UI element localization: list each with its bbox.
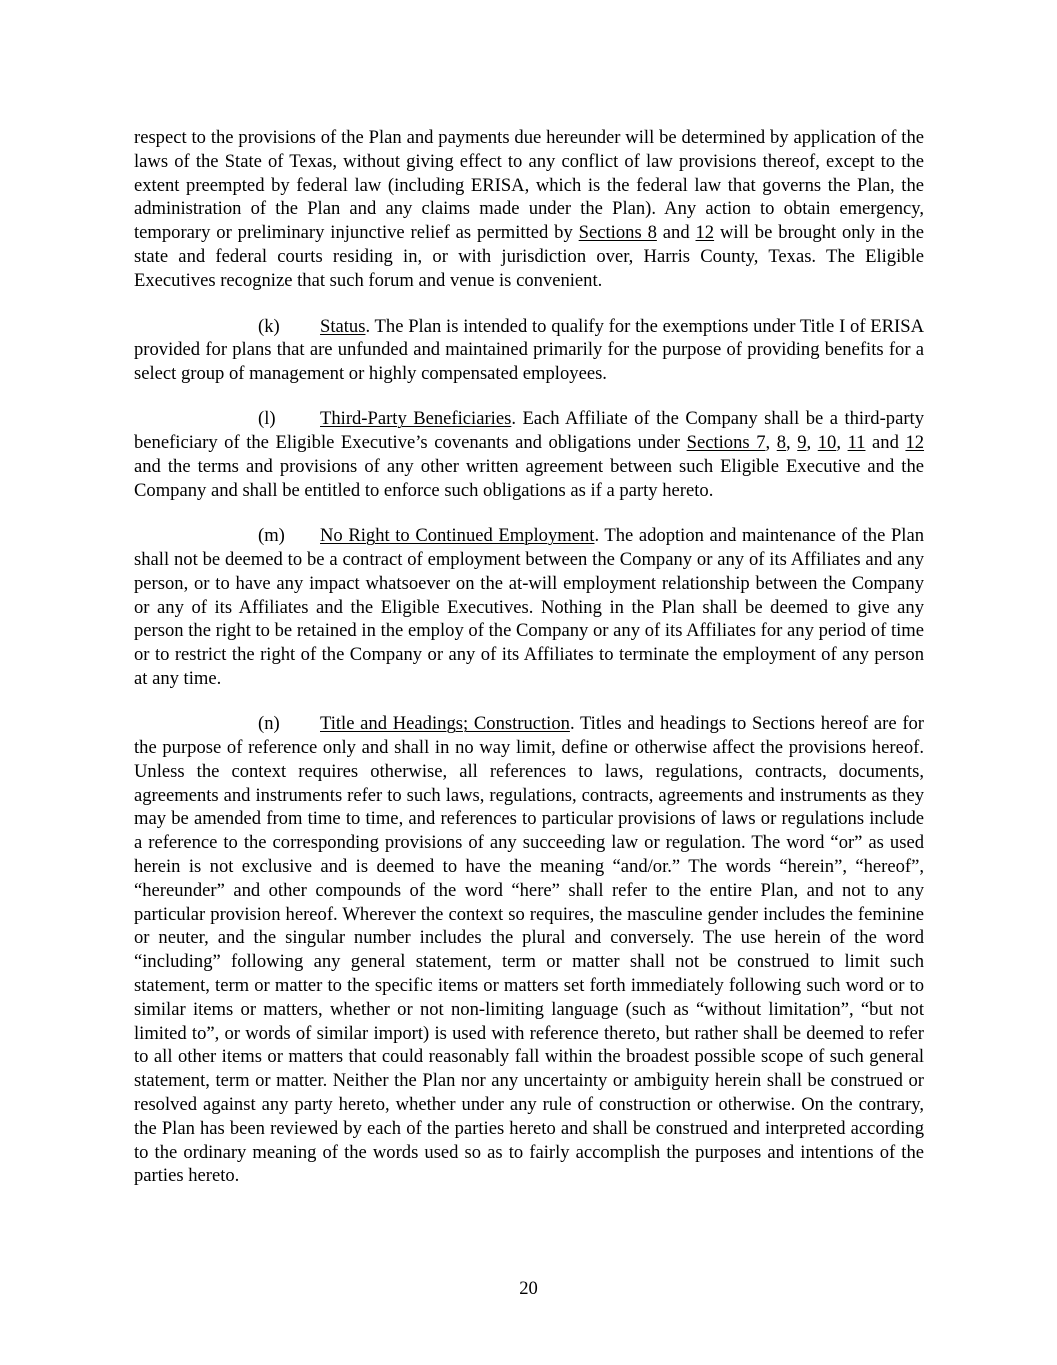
cross-reference-9: 9 (797, 432, 807, 454)
cross-reference-sections-8: Sections 8 (578, 222, 657, 244)
paragraph-label: (k) (258, 315, 280, 337)
separator-text: , (765, 432, 777, 454)
paragraph-text: will be brought only in the state and federal courts residing in, or with jurisdiction over, Harris County, Texas. The Eligible Executives recognize that such forum and venue is convenient. (134, 222, 924, 291)
separator-text: , (836, 432, 848, 454)
paragraph-text: . Titles and headings to Sections hereof are for the purpose of reference only and shall in no way limit, define or otherwise affect the provisions hereof. Unless the context requires otherwise, all references to laws, regulations, contracts, documents, agreements and instruments refer to such laws, regulations, contracts, agreements and instruments as they may be amended from time to time, and references to particular provisions of laws or regulations include a reference to the corresponding provisions of any succeeding law or regulation. The word “or” as used herein is not exclusive and is deemed to have the meaning “and/or.” The words “herein”, “hereof”, “hereunder” and other compounds of the word “here” shall refer to the entire Plan, and not to any particular provision hereof. Wherever the context so requires, the masculine gender includes the feminine or neuter, and the singular number includes the plural and conversely. The use herein of the word “including” following any general statement, term or matter shall not be construed to limit such statement, term or matter to the specific items or matters set forth immediately following such word or to similar items or matters, whether or not non-limiting language (such as “without limitation”, “but not limited to”, or words of similar import) is used with reference thereto, but rather shall be deemed to refer to all other items or matters that could reasonably fall within the broadest possible scope of such general statement, term or matter. Neither the Plan nor any uncertainty or ambiguity herein shall be construed or resolved against any party hereto, whether under any rule of construction or otherwise. On the contrary, the Plan has been reviewed by each of the parties hereto and shall be construed and interpreted according to the ordinary meaning of the words used so as to fairly accomplish the purposes and intentions of the parties hereto. (134, 713, 925, 1187)
cross-reference-10: 10 (817, 432, 837, 454)
document-body (134, 126, 924, 1210)
section-heading: Title and Headings; Construction (320, 713, 570, 735)
separator-text: , (786, 432, 798, 454)
paragraph-governing-law-continued (134, 126, 924, 293)
cross-reference-12: 12 (695, 222, 715, 244)
paragraph-n-title-and-headings (134, 712, 924, 1188)
paragraph-text: respect to the provisions of the Plan and payments due hereunder will be determined by application of the laws of the State of Texas, without giving effect to any conflict of law provisions thereof, except to the extent preempted by federal law (including ERISA, which is the federal law that governs the Plan, the administration of the Plan and any claims made under the Plan). Any action to obtain emergency, temporary or preliminary injunctive relief as permitted by (134, 127, 924, 244)
cross-reference-12: 12 (905, 432, 925, 454)
paragraph-label: (n) (258, 713, 280, 735)
section-heading: Third-Party Beneficiaries (320, 408, 512, 430)
separator-text: , (806, 432, 818, 454)
paragraph-m-no-right-to-continued-employment (134, 524, 924, 691)
paragraph-text: . Each Affiliate of the Company shall be a third-party beneficiary of the Eligible Executive’s covenants and obligations under (134, 408, 924, 454)
paragraph-k-status (134, 315, 924, 386)
paragraph-text: and the terms and provisions of any other written agreement between such Eligible Executive and the Company and shall be entitled to enforce such obligations as if a party hereto. (134, 456, 924, 501)
page-number: 20 (519, 1278, 538, 1299)
cross-reference-11: 11 (847, 432, 866, 454)
section-heading: Status (320, 315, 366, 337)
paragraph-label: (l) (258, 408, 276, 430)
paragraph-text: . The adoption and maintenance of the Plan shall not be deemed to be a contract of employment between the Company or any of its Affiliates and any person, or to have any impact whatsoever on the at-will employment relationship between the Company or any of its Affiliates and the Eligible Executives. Nothing in the Plan shall be deemed to give any person the right to be retained in the employ of the Company or any of its Affiliates for any period of time or to restrict the right of the Company or any of its Affiliates to terminate the employment of any person at any time. (134, 525, 924, 689)
paragraph-label: (m) (258, 525, 285, 547)
paragraph-l-third-party-beneficiaries (134, 407, 924, 502)
paragraph-text: and (656, 222, 696, 244)
paragraph-text: . The Plan is intended to qualify for the exemptions under Title I of ERISA provided for plans that are unfunded and maintained primarily for the purpose of providing benefits for a select group of management or highly compensated employees. (134, 315, 924, 385)
separator-text: and (865, 432, 906, 454)
cross-reference-sections-7: Sections 7 (686, 432, 766, 454)
cross-reference-8: 8 (776, 432, 787, 454)
section-heading: No Right to Continued Employment (320, 525, 595, 547)
